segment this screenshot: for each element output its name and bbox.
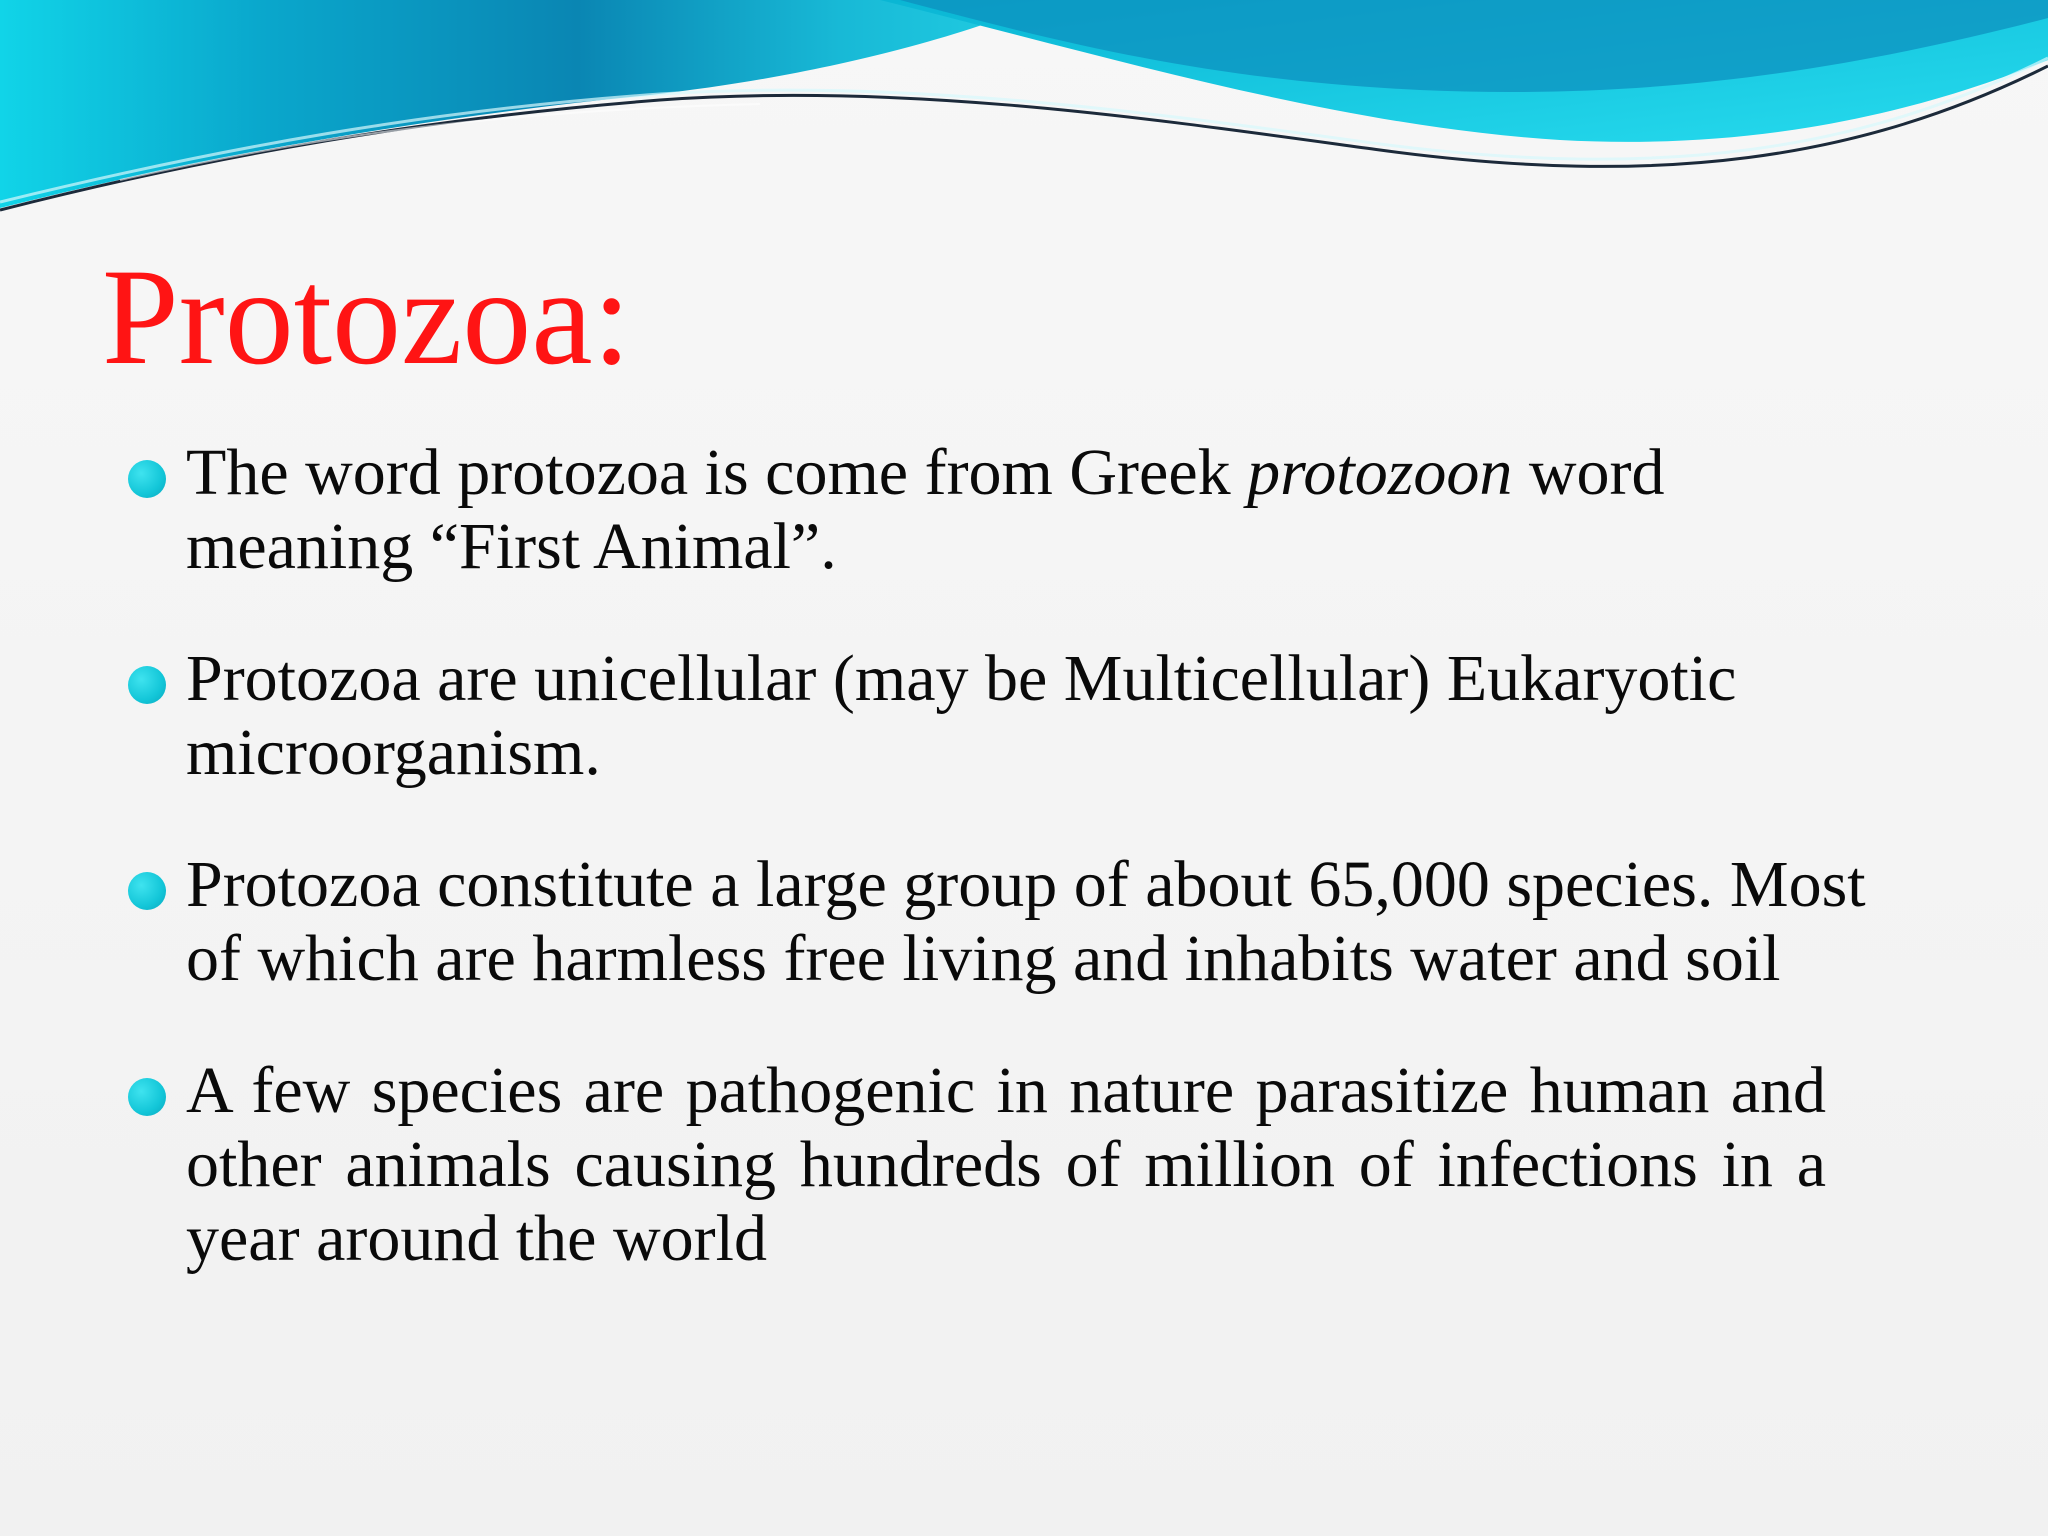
slide-title: Protozoa:: [102, 240, 631, 393]
bullet-text-italic: protozoon: [1247, 436, 1513, 509]
bullet-text: Protozoa are unicellular (may be Multicellular) Eukaryotic microorganism.: [186, 642, 1737, 789]
header-wave-decoration: [0, 0, 2048, 240]
bullet-text: A few species are pathogenic in nature parasitize human and other animals causing hundreds of million of infections in a year around the world: [186, 1054, 1826, 1275]
bullet-dot-icon: [128, 872, 166, 910]
bullet-text: Protozoa constitute a large group of about 65,000 species. Most of which are harmless free living and inhabits water and soil: [186, 848, 1866, 995]
bullet-dot-icon: [128, 460, 166, 498]
bullet-text: The word protozoa is come from Greek: [186, 436, 1248, 509]
bullet-item: [126, 642, 1906, 790]
bullet-dot-icon: [128, 666, 166, 704]
bullet-list: [126, 436, 1906, 1334]
bullet-item: [126, 1054, 1906, 1276]
bullet-item: [126, 848, 1906, 996]
bullet-dot-icon: [128, 1078, 166, 1116]
bullet-item: [126, 436, 1906, 584]
bullet-text: word meaning “First Animal”.: [186, 436, 1665, 583]
